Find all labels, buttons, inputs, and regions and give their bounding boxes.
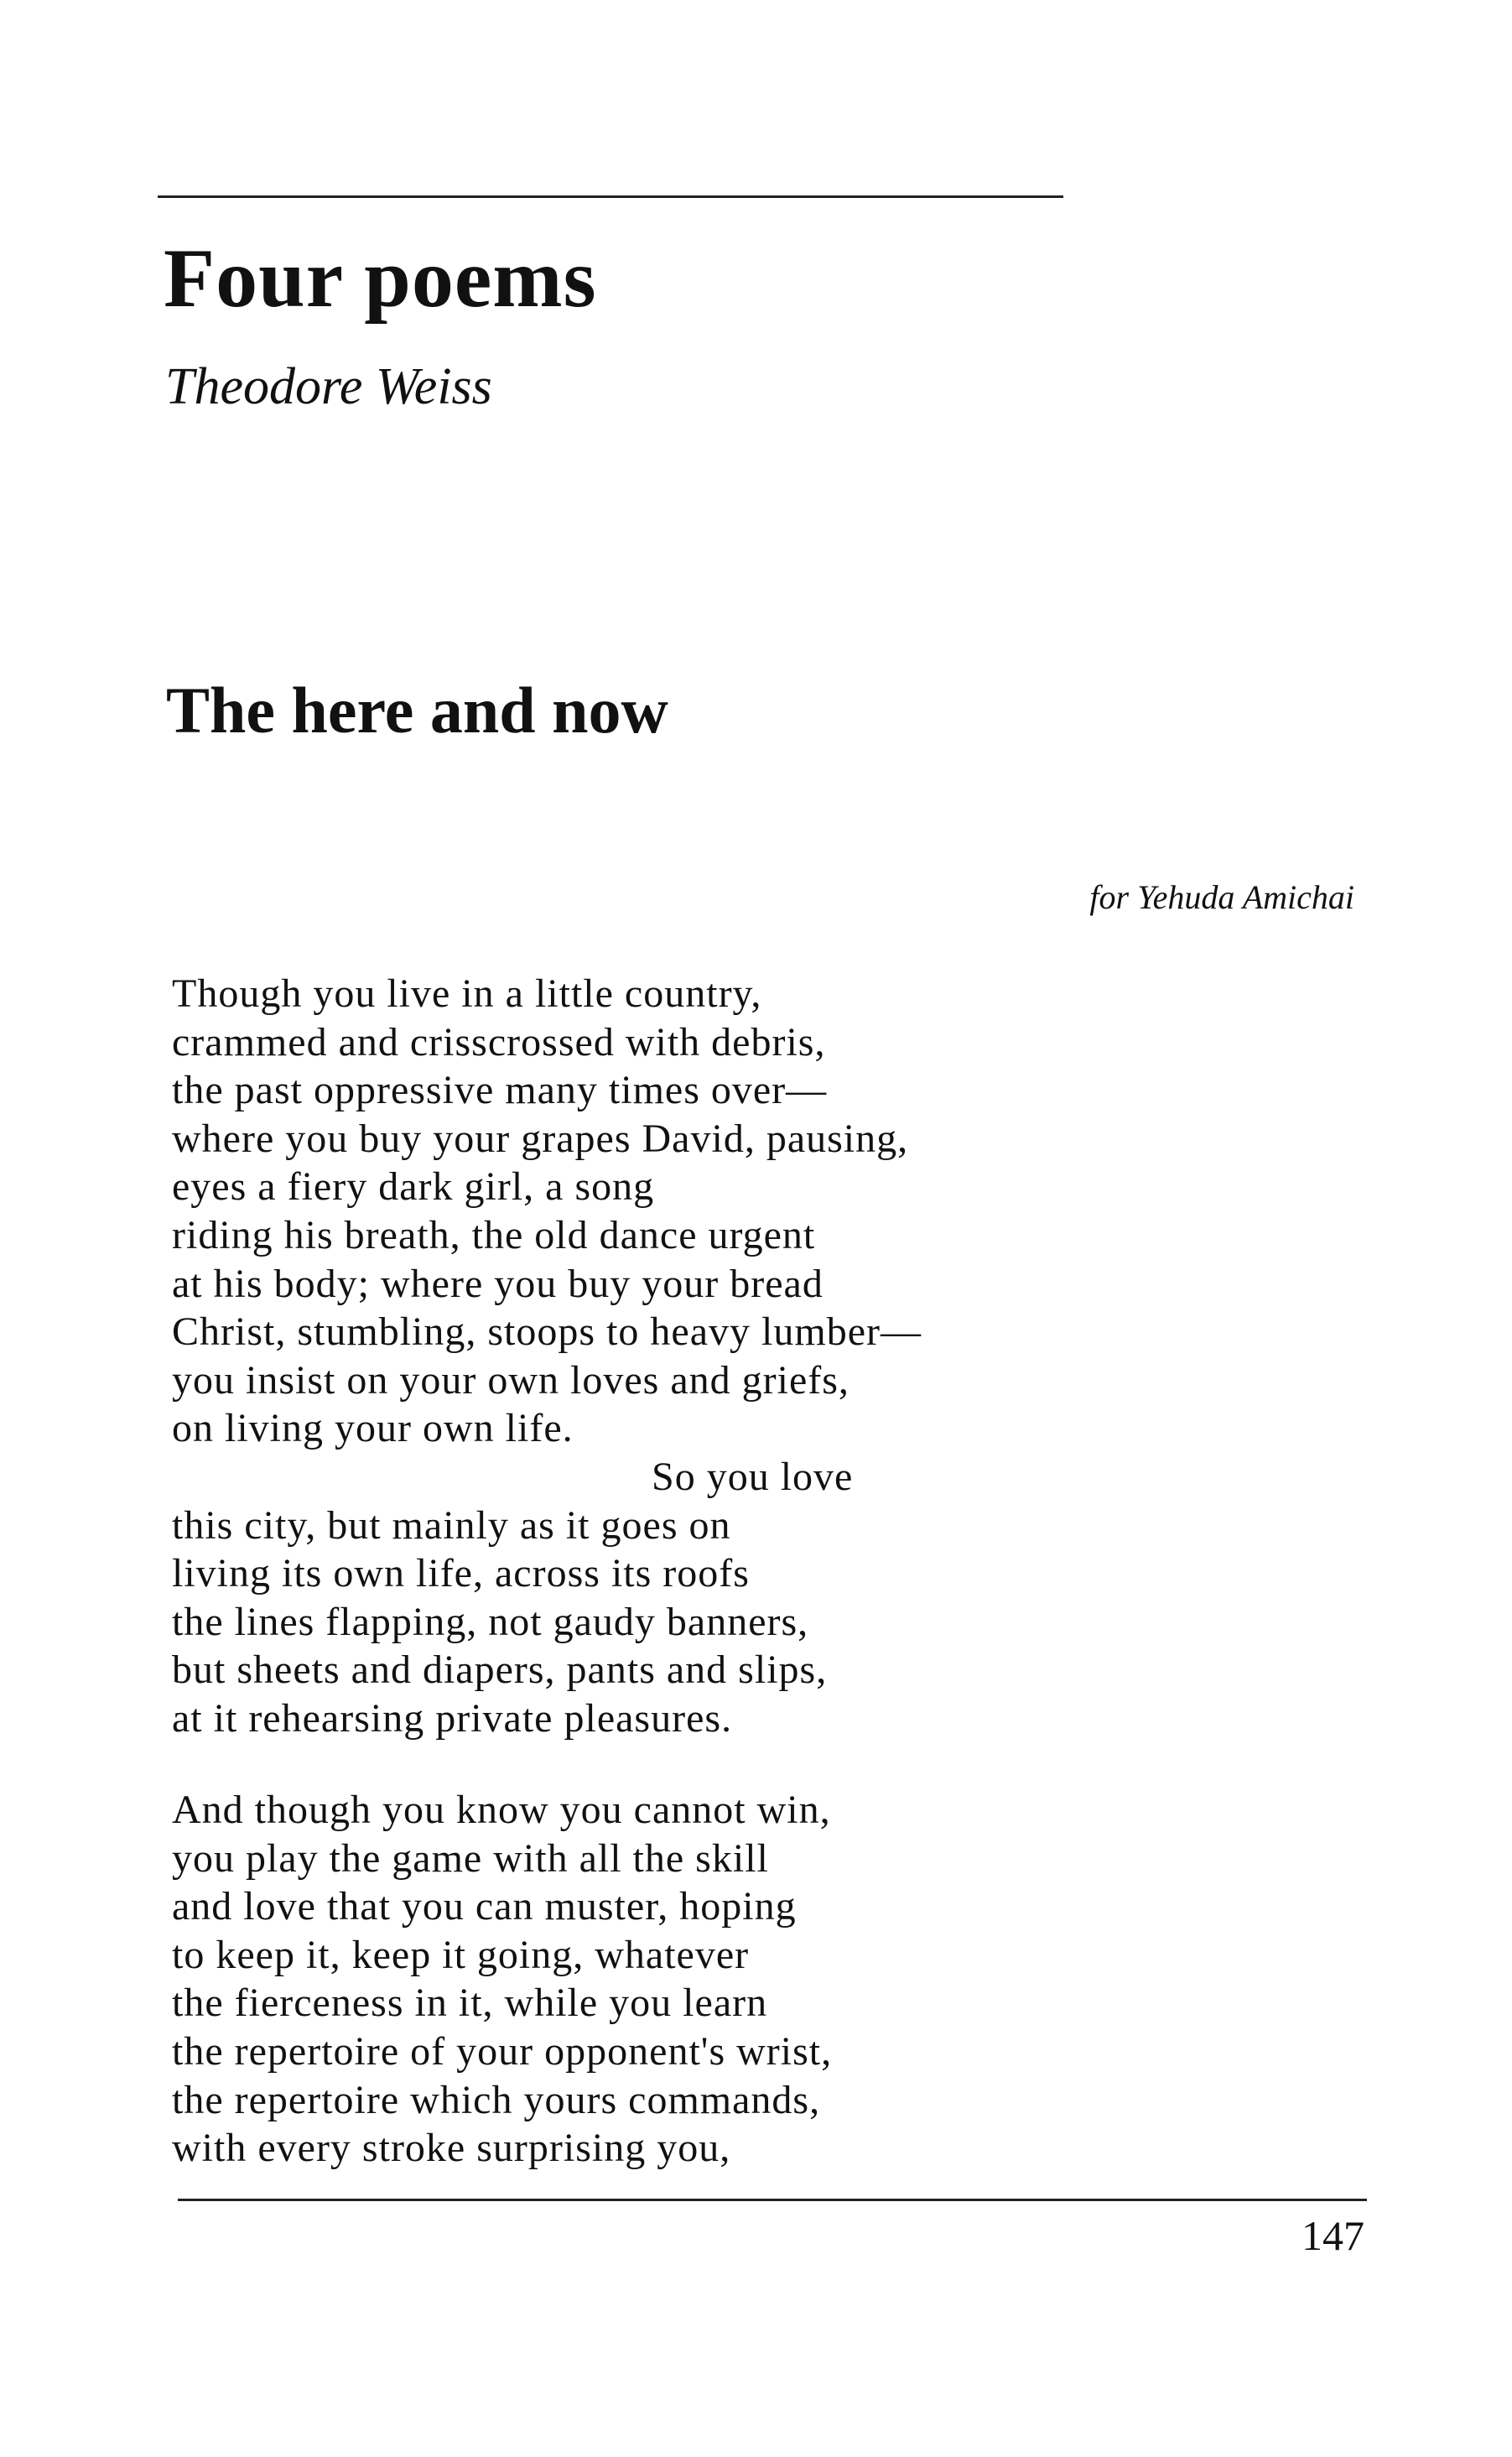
poem-line: you insist on your own loves and griefs, [172,1357,850,1403]
poem-line: at it rehearsing private pleasures. [172,1695,733,1741]
poem-line: with every stroke surprising you, [172,2126,731,2171]
poem-line: on living your own life. [172,1406,574,1451]
author-name: Theodore Weiss [165,358,492,415]
poem-line: the repertoire which yours commands, [172,2077,821,2122]
poem-line: crammed and crisscrossed with debris, [172,1019,826,1065]
poem-line-indented: So you love [652,1454,854,1499]
poem-line: the repertoire of your opponent's wrist, [172,2028,833,2074]
poem-line: living its own life, across its roofs [172,1551,750,1596]
stanza-1 [172,970,922,1743]
poem-line: but sheets and diapers, pants and slips, [172,1648,828,1693]
stanza-2 [172,1786,832,2173]
poem-line: the lines flapping, not gaudy banners, [172,1599,809,1644]
poem-line: and love that you can muster, hoping [172,1884,797,1929]
poem-line: eyes a fiery dark girl, a song [172,1164,655,1210]
poem-line: where you buy your grapes David, pausing, [172,1116,909,1161]
poem-line: the past oppressive many times over— [172,1068,828,1113]
poem-title: The here and now [166,674,668,747]
poem-line: Though you live in a little country, [172,971,762,1016]
poem-line: riding his breath, the old dance urgent [172,1212,816,1257]
poem-line: Christ, stumbling, stoops to heavy lumber— [172,1309,922,1355]
page-title: Four poems [164,232,597,325]
poem-line: at his body; where you buy your bread [172,1261,824,1306]
dedication: for Yehuda Amichai [1089,878,1354,916]
bottom-rule [178,2199,1367,2201]
poem-line: this city, but mainly as it goes on [172,1502,731,1548]
poem-line: the fierceness in it, while you learn [172,1981,768,2026]
top-rule [158,195,1063,198]
page-number: 147 [1302,2212,1364,2259]
poem-line: you play the game with all the skill [172,1835,769,1881]
poem-line: to keep it, keep it going, whatever [172,1932,750,1977]
poem-line: And though you know you cannot win, [172,1788,831,1832]
